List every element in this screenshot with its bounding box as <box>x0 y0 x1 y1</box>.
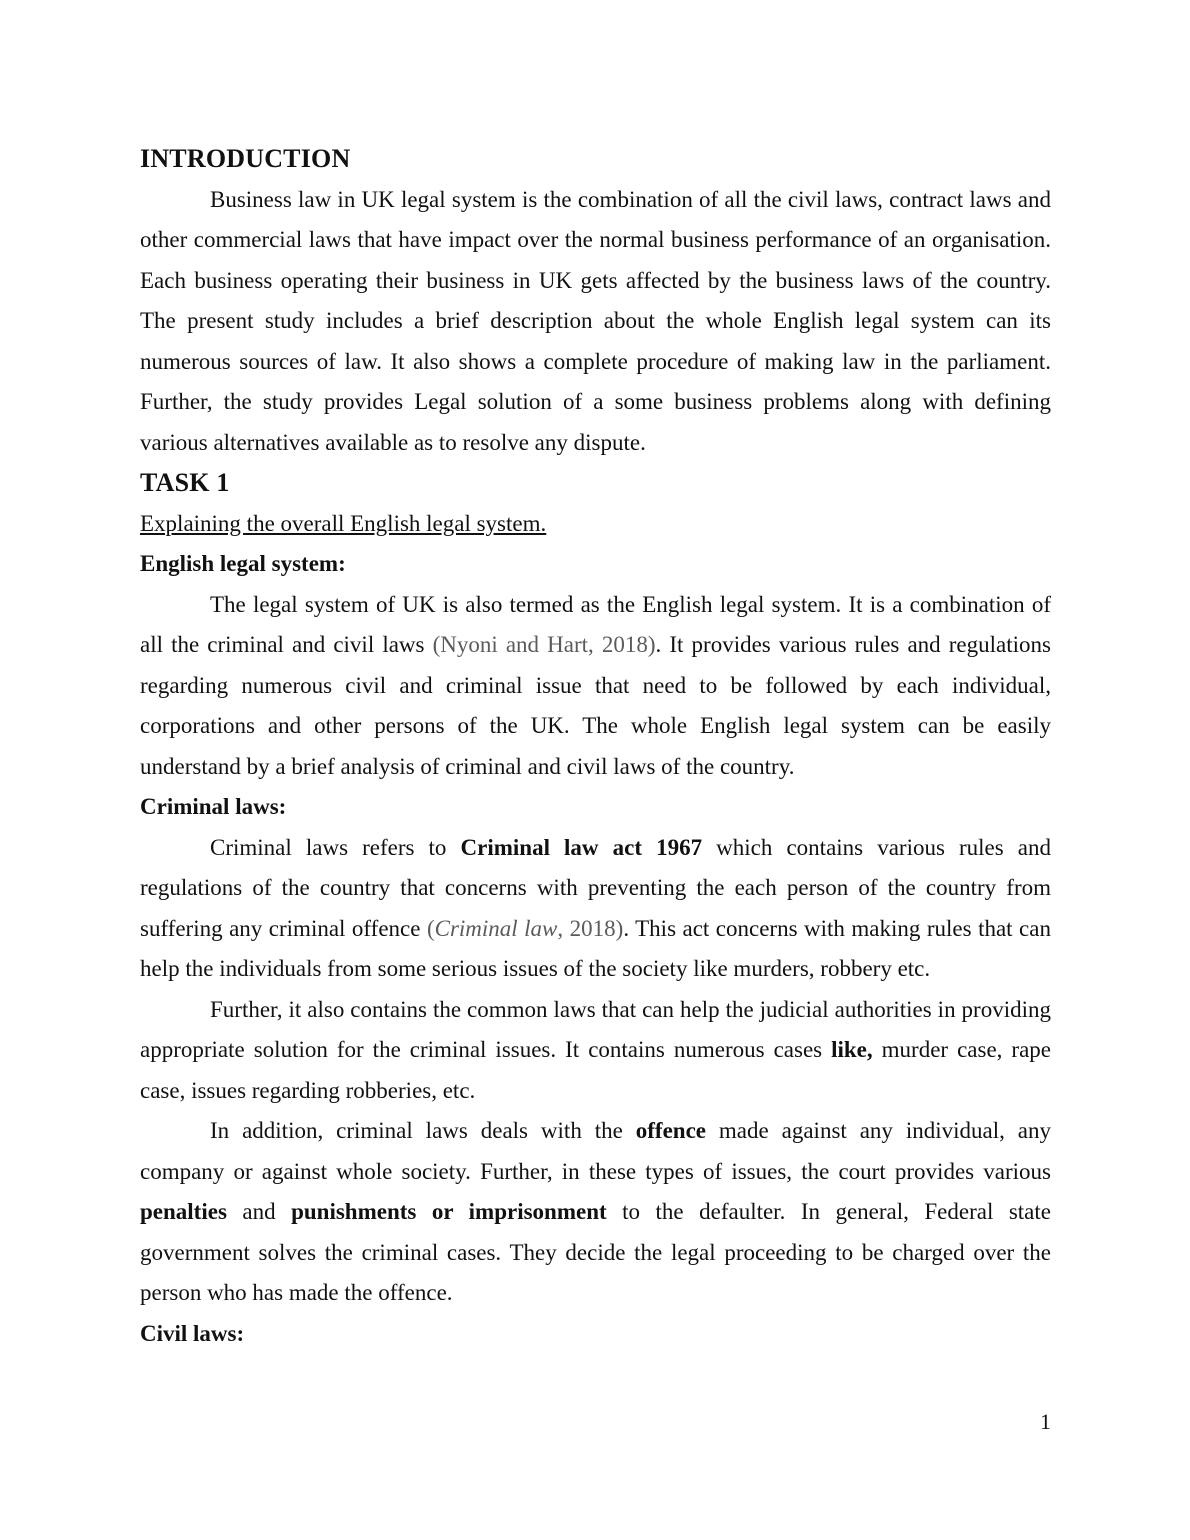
intro-paragraph: Business law in UK legal system is the combination of all the civil laws, contract laws and other commercial laws that have impact over the normal business performance of an organisation. Each business operating their business in UK gets affected by the business laws of the country. The present study includes a brief description about the whole English legal system can its numerous sources of law. It also shows a complete procedure of making law in the parliament. Further, the study provides Legal solution of a some business problems along with defining various alternatives available as to resolve any dispute. <box>140 186 1051 455</box>
civil-laws-heading: Civil laws: <box>140 1320 245 1346</box>
criminal-laws-paragraph-3: In addition, criminal laws deals with the offence made against any individual, any company or against whole society. Further, in these types of issues, the court provides various penalties and punishments or imprisonment to the defaulter. In general, Federal state government solves the criminal cases. They decide the legal proceeding to be charged over the person who has made the offence. <box>140 1118 1051 1305</box>
criminal-laws-heading: Criminal laws: <box>140 794 287 819</box>
intro-heading: INTRODUCTION <box>140 144 351 173</box>
task1-heading: TASK 1 <box>140 468 230 497</box>
criminal-laws-paragraph-2: Further, it also contains the common laws that can help the judicial authorities in providing appropriate solution for the criminal issues. It contains numerous cases like, murder case, rape case, issues regarding robberies, etc. <box>140 996 1051 1103</box>
criminal-laws-paragraph-1: Criminal laws refers to Criminal law act 1967 which contains various rules and regulations of the country that concerns with preventing the each person of the country from suffering any criminal offence (Criminal law, 2018). This act concerns with making rules that can help the individuals from some serious issues of the society like murders, robbery etc. <box>140 834 1052 981</box>
task1-subheading: Explaining the overall English legal system. <box>140 510 547 536</box>
page-number: 1 <box>1040 1409 1051 1434</box>
english-legal-system-heading: English legal system: <box>140 551 346 576</box>
english-legal-system-paragraph: The legal system of UK is also termed as the English legal system. It is a combination of all the criminal and civil laws (Nyoni and Hart, 2018). It provides various rules and regulations regarding numerous civil and criminal issue that need to be followed by each individual, corporations and other persons of the UK. The whole English legal system can be easily understand by a brief analysis of criminal and civil laws of the country. <box>140 591 1051 779</box>
